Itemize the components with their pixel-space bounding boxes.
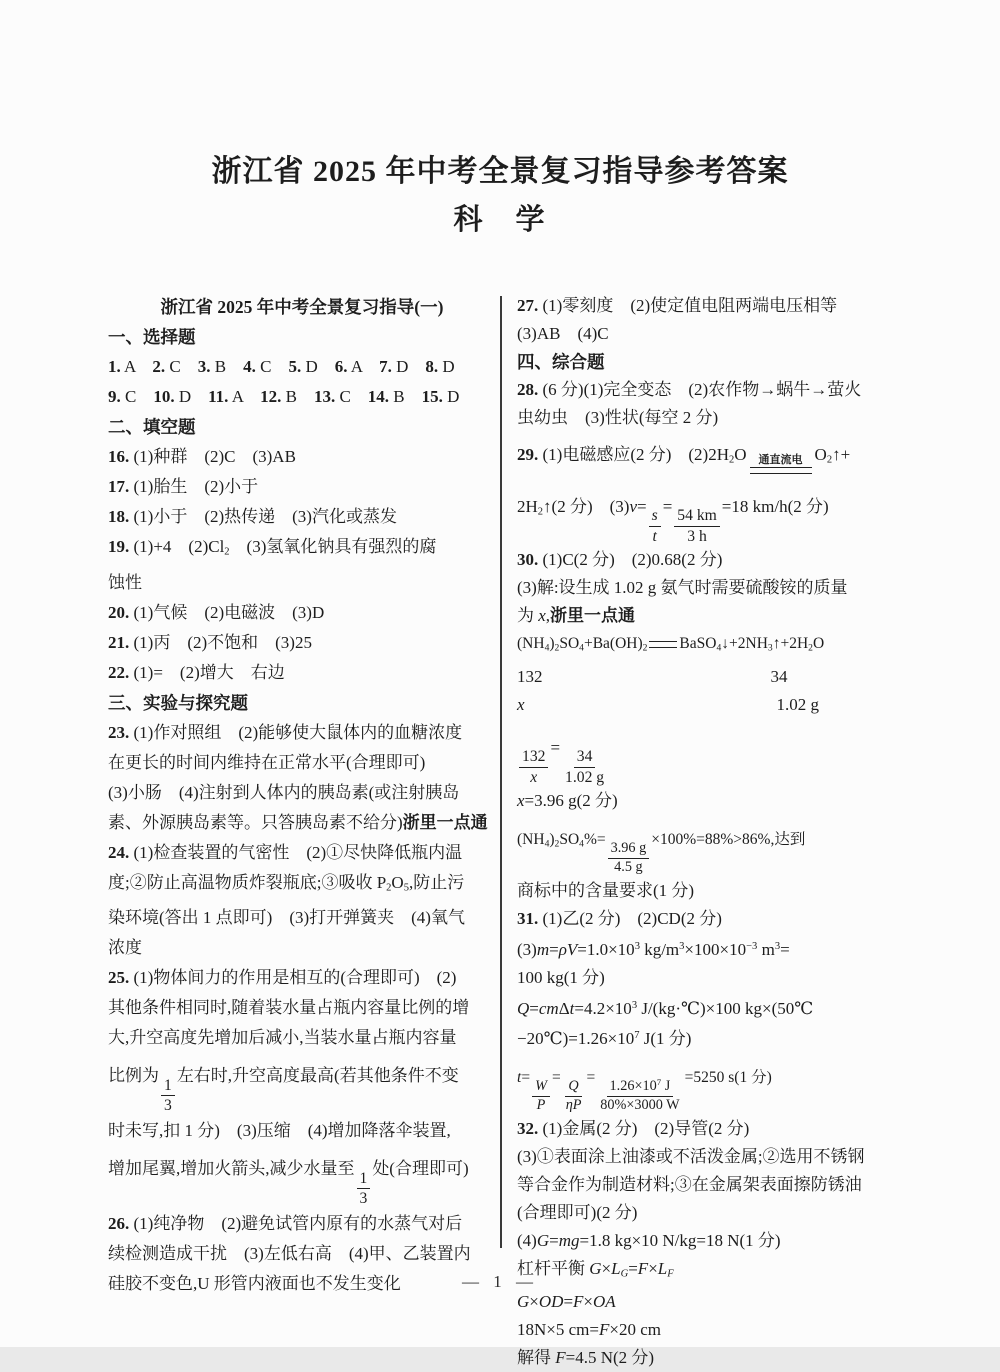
brand-watermark: 浙里一点通 <box>402 812 488 832</box>
answer-line: 29. (1)电磁感应(2 分) $(2)2H_2O$ 通直流电 $O_2↑+$ <box>517 432 915 484</box>
fraction: $\frac{1.26\times 10^7 J}{80\%\times 3000 W}$ <box>600 1077 680 1113</box>
answer-line: 为 x,浙里一点通 <box>517 606 636 626</box>
answer-line: (3)小肠 (4)注射到人体内的胰岛素(或注射胰岛 <box>108 782 460 802</box>
document-title: 浙江省 2025 年中考全景复习指导参考答案 <box>211 155 789 188</box>
answer-line: 27. (1)零刻度 (2)使定值电阻两端电压相等 <box>517 296 838 315</box>
answer-line: 比例为 $\frac{1}{3}$ 左右时,升空高度最高(若其他条件不变 <box>108 1066 459 1115</box>
answer-line: 100 kg(1 分) <box>517 967 605 987</box>
answer-line: x=3.96 g(2 分) <box>517 791 618 811</box>
answer-line: 时未写,扣 1 分) (3)压缩 (4)增加降落伞装置, <box>108 1120 451 1140</box>
reaction-condition: 通直流电 <box>750 454 812 474</box>
proportion-line: x 1.02 g <box>517 694 820 714</box>
answer-line: $(3)m=\rho V=1.0\times 10^3$ $kg/m^3\times 100\times 10^{-3}$ $m^3=$ <box>517 939 790 959</box>
left-column <box>108 292 496 1299</box>
answer-line: 在更长的时间内维持在正常水平(合理即可) <box>108 752 426 772</box>
answer-line: (3)①表面涂上油漆或不活泼金属;②选用不锈钢 <box>517 1146 865 1166</box>
answer-line: 25. (1)物体间力的作用是相互的(合理即可) (2) <box>108 968 457 988</box>
page-number: — 1 — <box>462 1272 538 1291</box>
answer-line: 18N×5 cm=F×20 cm <box>517 1320 661 1340</box>
answer-line: 31. (1)乙(2 分) (2)CD(2 分) <box>517 908 722 928</box>
answer-line: 蚀性 <box>108 572 142 592</box>
answer-line: 1. A 2. C 3. B 4. C 5. D 6. A 7. D 8. D <box>108 357 455 376</box>
answer-line: 23. (1)作对照组 (2)能够使大鼠体内的血糖浓度 <box>108 722 463 742</box>
column-heading: 浙江省 2025 年中考全景复习指导(一) <box>160 297 444 317</box>
fraction: $\frac{s}{t}$ <box>649 506 661 546</box>
answer-line: 24. (1)检查装置的气密性 (2)①尽快降低瓶内温 <box>108 842 463 862</box>
answer-line: 等合金作为制造材料;③在金属架表面擦防锈油 <box>517 1174 862 1194</box>
answer-line: $Q=cm\Delta t=4.2\times 10^3$ J/(kg·℃)×100 kg×(50℃ <box>517 998 814 1018</box>
answer-line: 增加尾翼,增加火箭头,减少水量至 $\frac{1}{3}$ 处(合理即可) <box>108 1158 469 1208</box>
double-line-equals <box>649 641 677 648</box>
column-divider <box>500 296 502 1248</box>
right-column <box>517 292 915 1372</box>
fraction: $\frac{W}{P}$ <box>532 1078 550 1115</box>
equation-line: $(NH_4)_2SO_4\%=$ $\frac{3.96 g}{4.5 g}$ ×100%=88%>86%,达到 <box>517 831 806 876</box>
fraction: $\frac{3.96 g}{4.5 g}$ <box>608 840 650 877</box>
answer-line: 30. (1)C(2 分) (2)0.68(2 分) <box>517 550 723 570</box>
answer-line: 19. (1)+4 $(2)Cl_2$ (3)氢氧化钠具有强烈的腐 <box>108 537 437 558</box>
fraction: $\frac{1}{3}$ <box>161 1076 175 1116</box>
answer-line: 20. (1)气候 (2)电磁波 (3)D <box>108 602 325 622</box>
answer-line: (3)AB (4)C <box>517 324 609 343</box>
fraction: $\frac{Q}{\eta P}$ <box>565 1078 582 1113</box>
answer-line: 染环境(答出 1 点即可) (3)打开弹簧夹 (4)氧气 <box>108 908 465 928</box>
answer-line: G×OD=F×OA <box>517 1292 616 1312</box>
answer-line: 其他条件相同时,随着装水量占瓶内容量比例的增 <box>108 998 470 1018</box>
section-heading: 一、选择题 <box>108 327 196 347</box>
answer-line: 解得 F=4.5 N(2 分) <box>517 1348 655 1368</box>
fraction: $\frac{1}{3}$ <box>357 1169 371 1209</box>
answer-line: 大,升空高度先增加后减小,当装水量占瓶内容量 <box>108 1028 457 1048</box>
equation-line: t= $\frac{W}{P}$ = $\frac{Q}{\eta P}$ = $\frac{1.26\times 10^7 J}{80\%\times 3000 W}$ =5250 s(1 分) <box>517 1069 772 1113</box>
answer-line: 虫幼虫 (3)性状(每空 2 分) <box>517 408 719 427</box>
answer-line: 16. (1)种群 (2)C (3)AB <box>108 447 296 466</box>
answer-line: 17. (1)胎生 (2)小于 <box>108 477 259 496</box>
answer-line: 32. (1)金属(2 分) (2)导管(2 分) <box>517 1118 750 1138</box>
brand-watermark: 浙里一点通 <box>550 606 636 626</box>
section-heading: 二、填空题 <box>108 417 196 437</box>
equation-line: $\frac{132}{x}$ = $\frac{34}{1.02 g}$ <box>517 719 915 788</box>
answer-line: 9. C 10. D 11. A 12. B 13. C 14. B 15. D <box>108 387 460 406</box>
document-subtitle: 科 学 <box>453 204 547 236</box>
answer-line: 素、外源胰岛素等。只答胰岛素不给分)浙里一点通 <box>108 812 488 832</box>
answer-line: 26. (1)纯净物 (2)避免试管内原有的水蒸气对后 <box>108 1213 463 1233</box>
double-line-equals <box>750 467 812 474</box>
proportion-line: 132 34 <box>517 666 788 686</box>
answer-line: $-20℃)=1.26\times 10^7$ J(1 分) <box>517 1029 692 1049</box>
fraction: $\frac{132}{x}$ <box>519 747 548 787</box>
fraction: $\frac{34}{1.02 g}$ <box>565 748 605 786</box>
answer-line: 度;②防止高温物质炸裂瓶底;③吸收 $P_2O_5$,防止污 <box>108 872 465 894</box>
fraction: $\frac{54 km}{3 h}$ <box>674 506 720 546</box>
chemical-equation: $(NH_4)_2SO_4+Ba(OH)_2$ $BaSO_4↓+2NH_3↑+2H_2O$ <box>517 635 825 654</box>
answer-line: 28. (6 分)(1)完全变态 (2)农作物→蜗牛→萤火 <box>517 380 862 399</box>
answer-line: 商标中的含量要求(1 分) <box>517 880 695 900</box>
answer-line: 硅胶不变色,U 形管内液面也不发生变化 <box>108 1273 401 1293</box>
answer-line: (4)G=mg=1.8 kg×10 N/kg=18 N(1 分) <box>517 1230 781 1250</box>
section-heading: 四、综合题 <box>517 352 605 372</box>
answer-line: 22. (1)= (2)增大 右边 <box>108 662 285 682</box>
answer-line: (3)解:设生成 1.02 g 氨气时需要硫酸铵的质量 <box>517 578 848 598</box>
answer-line: $2H_2↑(2$ 分) (3)v= $\frac{s}{t}$ = $\frac{54 km}{3 h}$ =18 km/h(2 分) <box>517 496 829 545</box>
answer-line: 浓度 <box>108 938 142 958</box>
answer-line: 21. (1)丙 (2)不饱和 (3)25 <box>108 632 312 652</box>
section-heading: 三、实验与探究题 <box>108 692 248 713</box>
answer-line: 续检测造成干扰 (3)左低右高 (4)甲、乙装置内 <box>108 1243 471 1263</box>
answer-line: 杠杆平衡 $G\times L_G=F\times L_F$ <box>517 1258 674 1280</box>
answer-line: 18. (1)小于 (2)热传递 (3)汽化或蒸发 <box>108 507 397 526</box>
answer-line: (合理即可)(2 分) <box>517 1202 638 1222</box>
